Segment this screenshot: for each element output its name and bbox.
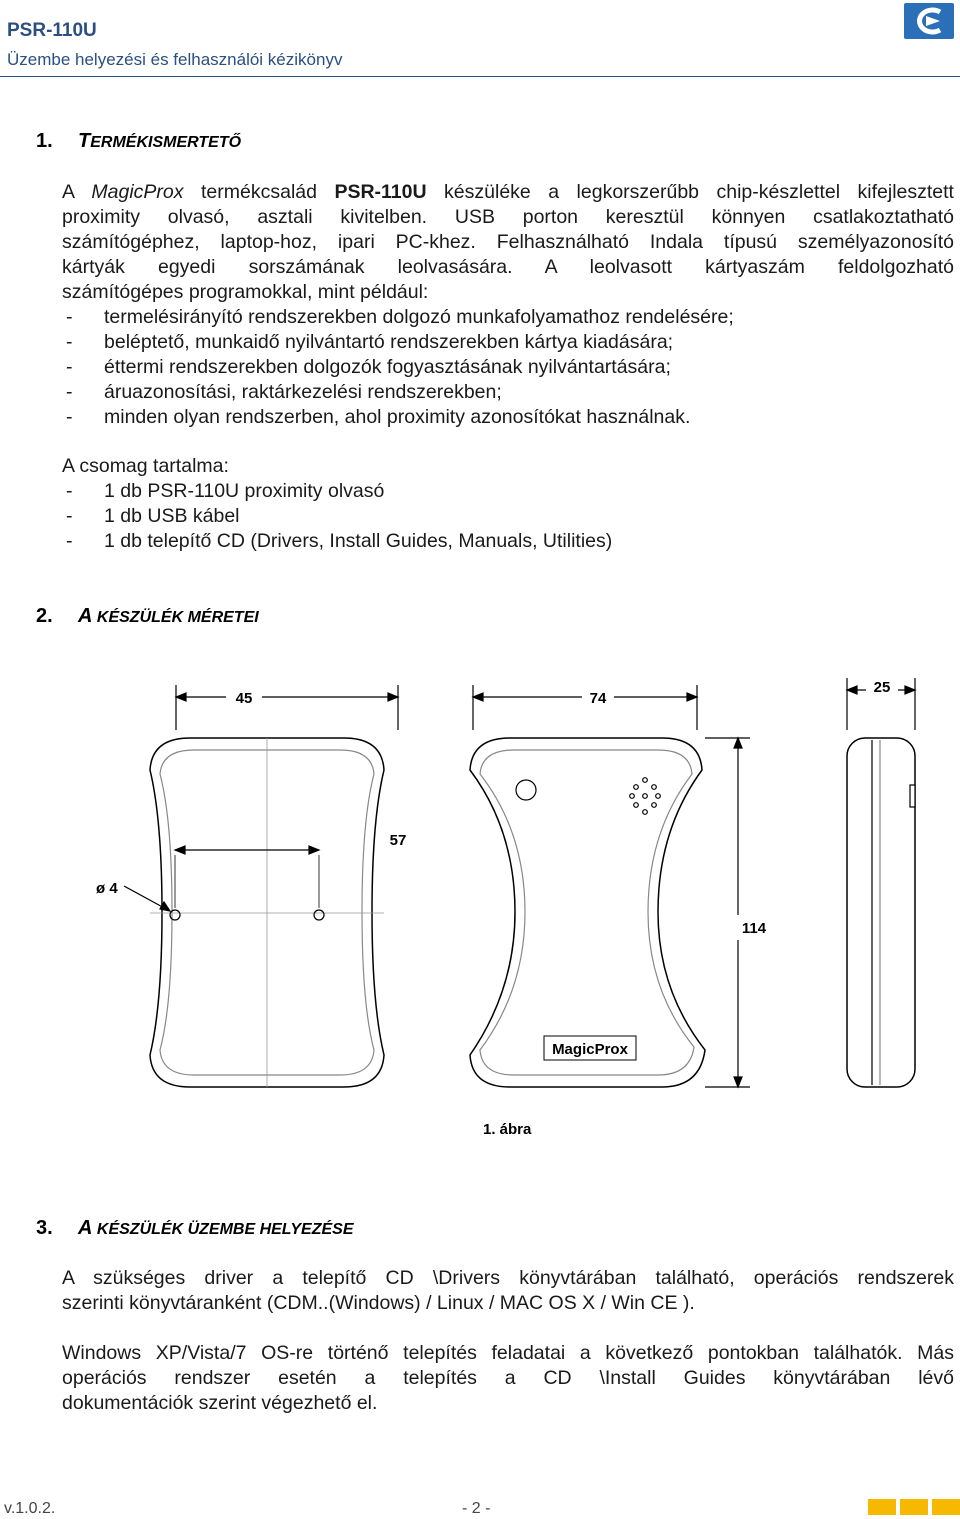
intro-line: A MagicProx termékcsalád PSR-110U készüléke a legkorszerűbb chip-készlettel kifejlesztett [62, 181, 954, 203]
document-title: PSR-110U [7, 20, 97, 41]
section-number: 3. [36, 1217, 53, 1239]
section-title-initial: T [78, 130, 91, 152]
list-item: - éttermi rendszerekben dolgozók fogyasztásának nyilvántartására; [66, 356, 671, 378]
section-title-rest: KÉSZÜLÉK MÉRETEI [92, 609, 259, 626]
list-item: - termelésirányító rendszerekben dolgozó munkafolyamathoz rendelésére; [66, 306, 734, 328]
section-2-heading [36, 605, 259, 628]
paragraph-line: szerinti könyvtáranként (CDM..(Windows) / Linux / MAC OS X / Win CE ). [62, 1292, 695, 1314]
section-title-initial: A [78, 1217, 93, 1239]
section-title-rest: KÉSZÜLÉK ÜZEMBE HELYEZÉSE [92, 1221, 354, 1238]
intro-line: számítógépes programokkal, mint például: [62, 281, 429, 303]
section-title-initial: A [78, 605, 93, 627]
dim-front-width: 74 [589, 690, 607, 707]
footer-accent-square [900, 1499, 928, 1515]
section-number: 1. [36, 130, 53, 152]
dim-back-width: 45 [235, 690, 253, 707]
footer-page-number: - 2 - [462, 1500, 491, 1517]
install-paragraph-2 [62, 1341, 954, 1416]
section-number: 2. [36, 605, 53, 627]
intro-line: számítógéphez, laptop-hoz, ipari PC-khez. Felhasználható Indala típusú személyazonosító [62, 231, 954, 253]
device-dimension-drawing [0, 660, 960, 1150]
paragraph-line: dokumentációk szerint végezhető el. [62, 1392, 378, 1414]
list-item: - beléptető, munkaidő nyilvántartó rendszerekben kártya kiadására; [66, 331, 674, 353]
list-item: - 1 db PSR-110U proximity olvasó [66, 480, 385, 502]
footer-accent-square [868, 1499, 896, 1515]
package-contents [62, 454, 954, 554]
footer-version: v.1.0.2. [4, 1500, 56, 1517]
company-logo-icon [904, 3, 954, 39]
section-1-heading [36, 130, 241, 153]
footer-accent-square [932, 1499, 960, 1515]
header-divider [0, 76, 960, 77]
section-1-body [62, 180, 954, 430]
dim-height: 114 [741, 920, 767, 937]
dim-hole-diameter: ø 4 [96, 880, 118, 897]
list-item: - 1 db telepítő CD (Drivers, Install Guides, Manuals, Utilities) [66, 530, 613, 552]
package-title: A csomag tartalma: [62, 455, 229, 477]
figure-caption: 1. ábra [483, 1121, 532, 1138]
dim-hole-spacing: 57 [389, 832, 407, 849]
section-title-rest: ERMÉKISMERTETŐ [90, 134, 242, 151]
intro-line: proximity olvasó, asztali kivitelben. USB porton keresztül könnyen csatlakoztatható [62, 206, 954, 228]
section-3-heading [36, 1217, 354, 1240]
document-subtitle: Üzembe helyezési és felhasználói kézikönyv [7, 50, 343, 69]
dim-side-depth: 25 [873, 679, 891, 696]
paragraph-line: operációs rendszer esetén a telepítés a CD \Install Guides könyvtárában lévő [62, 1367, 954, 1389]
product-name: PSR-110U [334, 181, 427, 203]
paragraph-line: A szükséges driver a telepítő CD \Drivers könyvtárában található, operációs rendszerek [62, 1267, 954, 1289]
list-item: - áruazonosítási, raktárkezelési rendszerekben; [66, 381, 502, 403]
list-item: - 1 db USB kábel [66, 505, 240, 527]
paragraph-line: Windows XP/Vista/7 OS-re történő telepítés feladatai a következő pontokban találhatók. Más [62, 1342, 954, 1364]
brand-logo-text: MagicProx [552, 1041, 628, 1058]
intro-line: kártyák egyedi sorszámának leolvasására. A leolvasott kártyaszám feldolgozható [62, 256, 954, 278]
install-paragraph-1 [62, 1266, 954, 1316]
list-item: - minden olyan rendszerben, ahol proximity azonosítókat használnak. [66, 406, 691, 428]
brand-name: MagicProx [91, 181, 184, 203]
